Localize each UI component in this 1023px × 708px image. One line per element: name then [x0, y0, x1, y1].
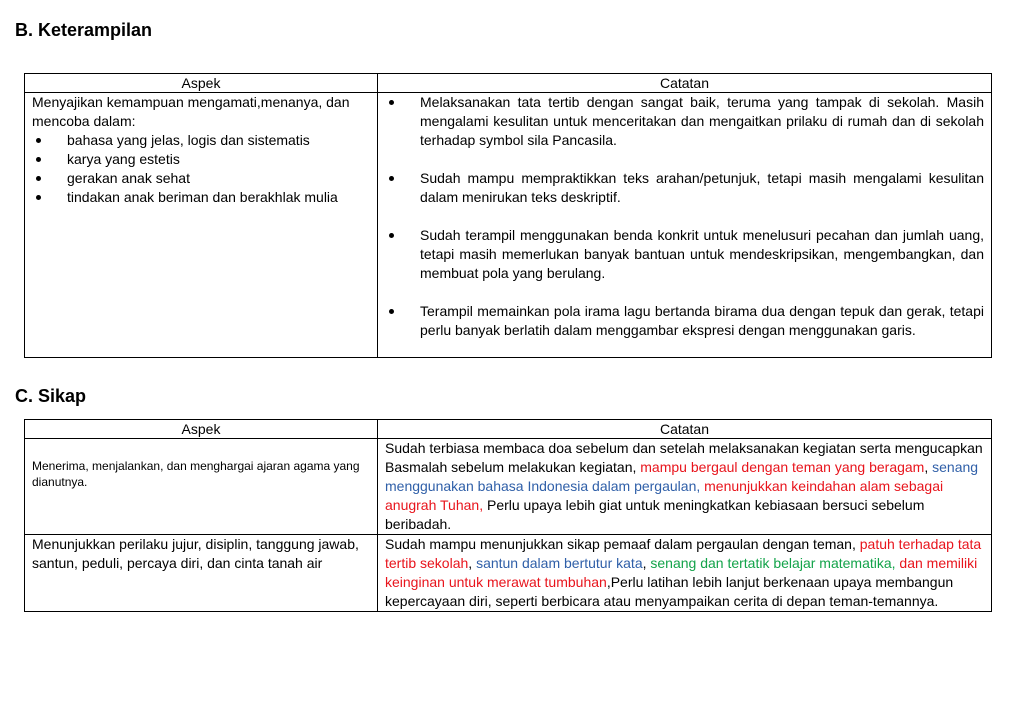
list-item: Terampil memainkan pola irama lagu bertanda birama dua dengan tepuk dan gerak, tetapi perlu banyak berlatih dalam menggambar ekspresi dengan menggunakan garis.: [385, 302, 984, 340]
list-item: Melaksanakan tata tertib dengan sangat baik, teruma yang tampak di sekolah. Masih mengalami kesulitan untuk menceritakan dan mengaitkan prilaku di rumah dan di sekolah terhadap symbol sila Pancasila.: [385, 93, 984, 150]
catatan-cell: [378, 93, 992, 358]
catatan-list: [385, 93, 984, 340]
list-item: Sudah mampu mempraktikkan teks arahan/petunjuk, tetapi masih mengalami kesulitan dalam menirukan teks deskriptif.: [385, 169, 984, 207]
aspek-list: [32, 131, 370, 207]
catatan-text: ,Perlu latihan lebih lanjut berkenaan upaya membangun kepercayaan diri, seperti berbicara atau menyampaikan cerita di depan teman-temannya.: [385, 574, 954, 609]
table-row: [25, 439, 992, 535]
sikap-table: [24, 419, 992, 612]
section-c-title: C. Sikap: [15, 386, 87, 406]
aspek-cell: [25, 93, 378, 358]
header-aspek: Aspek: [25, 420, 378, 439]
catatan-highlight-red: patuh terhadap tata tertib sekolah: [385, 536, 982, 571]
catatan-highlight-red: menunjukkan keindahan alam sebagai anugrah Tuhan,: [385, 478, 944, 513]
header-aspek: Aspek: [25, 74, 378, 93]
catatan-highlight-green: senang dan tertatik belajar matematika,: [650, 555, 896, 571]
catatan-highlight-blue: santun dalam bertutur kata: [476, 555, 643, 571]
catatan-text: ,: [642, 555, 651, 571]
section-b-title: B. Keterampilan: [15, 20, 153, 40]
list-item: tindakan anak beriman dan berakhlak mulia: [32, 188, 370, 207]
aspek-cell: Menerima, menjalankan, dan menghargai ajaran agama yang dianutnya.: [25, 439, 378, 535]
table-header-row: [25, 420, 992, 439]
catatan-highlight-blue: senang menggunakan bahasa Indonesia dalam pergaulan,: [385, 459, 979, 494]
header-catatan: Catatan: [378, 74, 992, 93]
table-header-row: [25, 74, 992, 93]
catatan-text: Sudah mampu menunjukkan sikap pemaaf dalam pergaulan dengan teman,: [385, 536, 860, 552]
catatan-cell: [378, 439, 992, 535]
catatan-text: ,: [924, 459, 933, 475]
list-item: bahasa yang jelas, logis dan sistematis: [32, 131, 370, 150]
catatan-highlight-red: dan memiliki keinginan untuk merawat tumbuhan: [385, 555, 978, 590]
catatan-text: ,: [468, 555, 477, 571]
list-item: karya yang estetis: [32, 150, 370, 169]
header-catatan: Catatan: [378, 420, 992, 439]
aspek-cell: Menunjukkan perilaku jujur, disiplin, tanggung jawab, santun, peduli, percaya diri, dan cinta tanah air: [25, 535, 378, 612]
list-item: gerakan anak sehat: [32, 169, 370, 188]
table-row: [25, 93, 992, 358]
table-row: [25, 535, 992, 612]
catatan-text: Sudah terbiasa membaca doa sebelum dan setelah melaksanakan kegiatan serta mengucapkan Basmalah sebelum melakukan kegiatan,: [385, 440, 983, 475]
catatan-cell: [378, 535, 992, 612]
catatan-highlight-red: mampu bergaul dengan teman yang beragam: [640, 459, 925, 475]
catatan-text: Perlu upaya lebih giat untuk meningkatkan kebiasaan bersuci sebelum beribadah.: [385, 497, 925, 532]
aspek-intro: Menyajikan kemampuan mengamati,menanya, dan mencoba dalam:: [32, 94, 350, 129]
keterampilan-table: [24, 73, 992, 358]
list-item: Sudah terampil menggunakan benda konkrit untuk menelusuri pecahan dan jumlah uang, tetapi masih memerlukan banyak bantuan untuk mendeskripsikan, mengembangkan, dan membuat pola yang berulang.: [385, 226, 984, 283]
